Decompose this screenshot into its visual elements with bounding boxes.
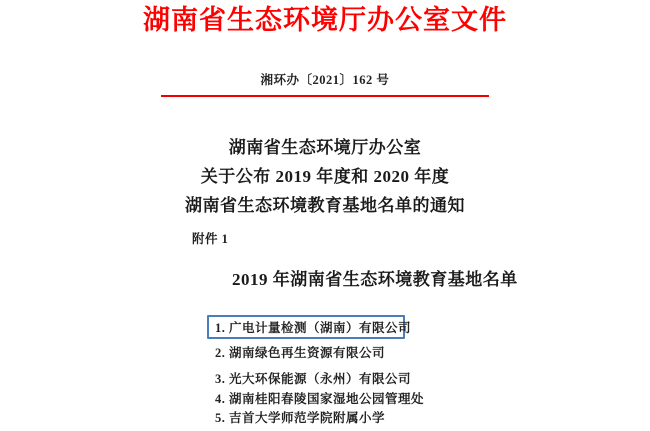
notice-title-line-2: 关于公布 2019 年度和 2020 年度	[200, 167, 450, 186]
notice-title-line-1: 湖南省生态环境厅办公室	[228, 138, 422, 157]
list-item: 3. 光大环保能源（永州）有限公司	[215, 372, 412, 386]
list-item: 2. 湖南绿色再生资源有限公司	[215, 346, 386, 360]
notice-title-line-3: 湖南省生态环境教育基地名单的通知	[185, 196, 465, 215]
list-item: 5. 吉首大学师范学院附属小学	[215, 411, 386, 425]
list-item: 4. 湖南桂阳春陵国家湿地公园管理处	[215, 392, 425, 406]
list-item-highlighted: 1. 广电计量检测（湖南）有限公司	[215, 321, 412, 335]
document-number: 湘环办〔2021〕162 号	[260, 73, 390, 87]
attachment-heading: 2019 年湖南省生态环境教育基地名单	[232, 270, 518, 289]
attachment-label: 附件 1	[192, 232, 229, 246]
red-divider-line	[161, 95, 489, 97]
document-header-title: 湖南省生态环境厅办公室文件	[143, 5, 507, 35]
notice-title-block	[0, 133, 650, 220]
